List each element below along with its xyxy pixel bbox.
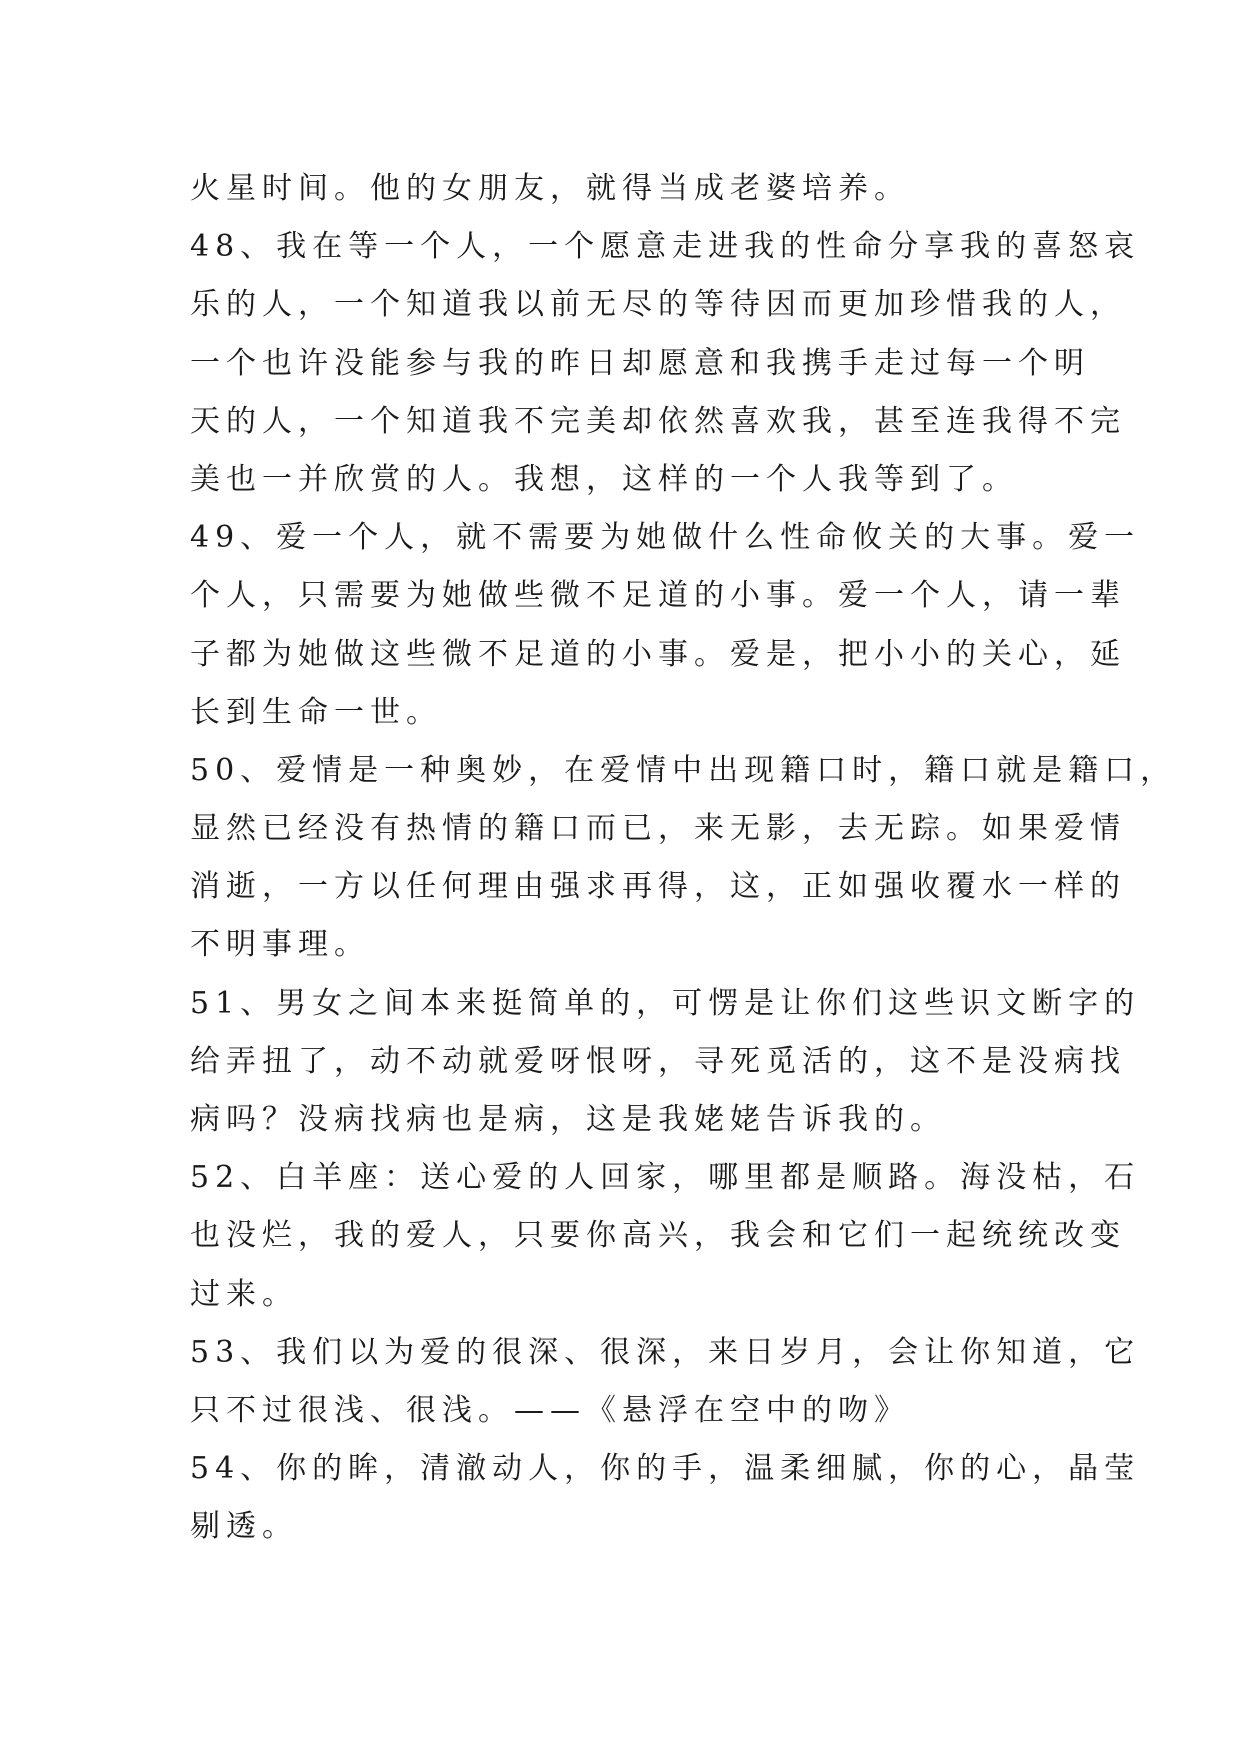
text-line: 个人，只需要为她做些微不足道的小事。爱一个人，请一辈 xyxy=(190,578,1126,614)
text-line: 天的人，一个知道我不完美却依然喜欢我，甚至连我得不完 xyxy=(190,403,1126,439)
text-line: 给弄扭了，动不动就爱呀恨呀，寻死觅活的，这不是没病找 xyxy=(190,1043,1126,1079)
text-line: 显然已经没有热情的籍口而已，来无影，去无踪。如果爱情 xyxy=(190,811,1126,847)
text-line: 一个也许没能参与我的昨日却愿意和我携手走过每一个明 xyxy=(190,345,1090,381)
text-line: 病吗？没病找病也是病，这是我姥姥告诉我的。 xyxy=(190,1102,946,1137)
body-text xyxy=(190,160,1177,1557)
text-line: 美也一并欣赏的人。我想，这样的一个人我等到了。 xyxy=(190,461,1018,497)
text-line: 只不过很浅、很浅。——《悬浮在空中的吻》 xyxy=(190,1392,910,1428)
text-line: 长到生命一世。 xyxy=(190,694,442,730)
text-line: 51、男女之间本来挺简单的，可愣是让你们这些识文断字的 xyxy=(190,985,1141,1021)
text-line: 54、你的眸，清澈动人，你的手，温柔细腻，你的心，晶莹 xyxy=(190,1451,1141,1487)
text-line: 48、我在等一个人，一个愿意走进我的性命分享我的喜怒哀 xyxy=(190,229,1141,265)
text-line: 过来。 xyxy=(190,1276,298,1312)
text-line: 49、爱一个人，就不需要为她做什么性命攸关的大事。爱一 xyxy=(190,520,1141,556)
text-line: 子都为她做这些微不足道的小事。爱是，把小小的关心，延 xyxy=(190,636,1126,672)
text-line: 不明事理。 xyxy=(190,927,370,963)
text-line: 消逝，一方以任何理由强求再得，这，正如强收覆水一样的 xyxy=(190,869,1126,905)
text-line: 52、白羊座：送心爱的人回家，哪里都是顺路。海没枯，石 xyxy=(190,1160,1141,1196)
text-line: 也没烂，我的爱人，只要你高兴，我会和它们一起统统改变 xyxy=(190,1218,1126,1254)
text-line: 50、爱情是一种奥妙，在爱情中出现籍口时，籍口就是籍口， xyxy=(190,752,1177,788)
text-line: 乐的人，一个知道我以前无尽的等待因而更加珍惜我的人， xyxy=(190,287,1126,323)
text-line: 火星时间。他的女朋友，就得当成老婆培养。 xyxy=(190,171,910,206)
text-line: 剔透。 xyxy=(190,1509,298,1545)
text-line: 53、我们以为爱的很深、很深，来日岁月，会让你知道，它 xyxy=(190,1334,1141,1370)
